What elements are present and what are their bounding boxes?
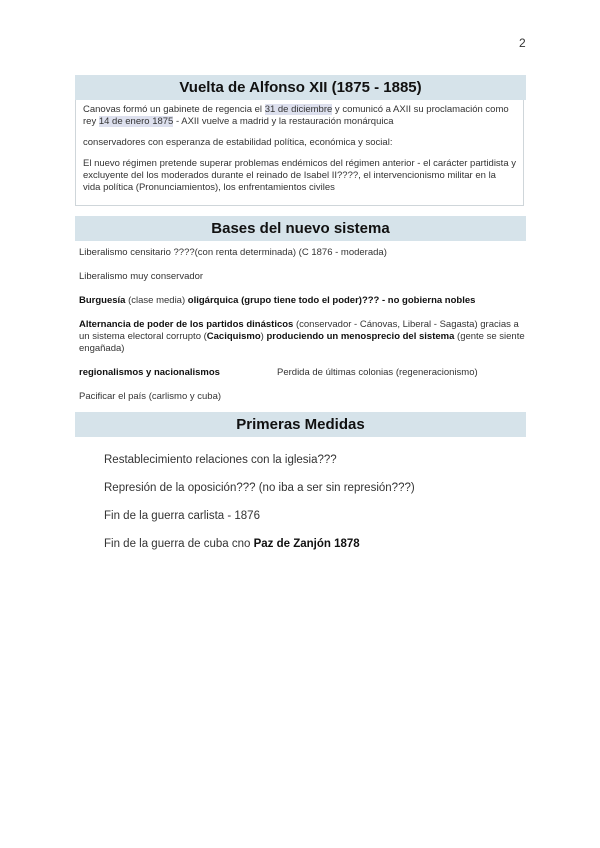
highlight-date-1: 31 de diciembre — [264, 104, 333, 115]
bold-text: produciendo un menosprecio del sistema — [266, 331, 455, 342]
highlight-date-2: 14 de enero 1875 — [98, 116, 174, 127]
medida-item-3: Fin de la guerra carlista - 1876 — [104, 510, 260, 522]
intro-text: - AXII vuelve a madrid y la restauración monárquica — [173, 116, 394, 127]
intro-text: Canovas formó un gabinete de regencia el — [83, 104, 265, 115]
normal-text: ) — [260, 331, 267, 342]
medida-item-1: Restablecimiento relaciones con la iglesia??? — [104, 454, 337, 466]
normal-text: Fin de la guerra de cuba cno — [104, 538, 254, 550]
bold-text: Burguesía — [79, 295, 126, 306]
bold-text: Paz de Zanjón 1878 — [253, 538, 360, 550]
bases-line-2: Liberalismo muy conservador — [79, 271, 204, 282]
bases-line-3 — [79, 295, 526, 307]
section-title-medidas: Primeras Medidas — [75, 412, 526, 437]
bold-text: Caciquismo — [206, 331, 261, 342]
intro-text: y comunicó a AXII su proclamación como rey — [83, 104, 509, 127]
section-title-vuelta: Vuelta de Alfonso XII (1875 - 1885) — [75, 75, 526, 100]
intro-paragraph-2: conservadores con esperanza de estabilidad política, económica y social: — [83, 137, 393, 148]
medida-item-4 — [104, 537, 524, 551]
bold-text: regionalismos y nacionalismos — [79, 367, 220, 378]
intro-paragraph-3: El nuevo régimen pretende superar problemas endémicos del régimen anterior - el carácter partidista y excluyente del los moderados durante el reinado de Isabel II????, el intervencionismo militar en la vida política (Pronunciamientos), los enfrentamientos civiles — [83, 158, 516, 193]
medidas-content — [104, 453, 524, 565]
normal-text: (conservador - Cánovas, Liberal - Sagasta) gracias a un sistema electoral corrupto ( — [79, 319, 519, 342]
page-number: 2 — [519, 36, 526, 50]
intro-box — [75, 100, 524, 206]
bold-text: Alternancia de poder de los partidos dinásticos — [79, 319, 294, 330]
bases-line-4 — [79, 319, 526, 355]
bold-text: oligárquica (grupo tiene todo el poder)??? - no gobierna nobles — [187, 295, 476, 306]
normal-text: Perdida de últimas colonias (regeneracionismo) — [277, 367, 478, 378]
normal-text: (gente se siente engañada) — [79, 331, 525, 354]
medida-item-2: Represión de la oposición??? (no iba a ser sin represión???) — [104, 482, 415, 494]
bases-line-5 — [79, 367, 526, 379]
bases-line-1: Liberalismo censitario ????(con renta determinada) (C 1876 - moderada) — [79, 247, 387, 258]
section-title-bases: Bases del nuevo sistema — [75, 216, 526, 241]
normal-text: (clase media) — [125, 295, 188, 306]
intro-paragraph-1 — [83, 104, 516, 128]
bases-content — [79, 247, 526, 415]
bases-line-6: Pacificar el país (carlismo y cuba) — [79, 391, 222, 402]
